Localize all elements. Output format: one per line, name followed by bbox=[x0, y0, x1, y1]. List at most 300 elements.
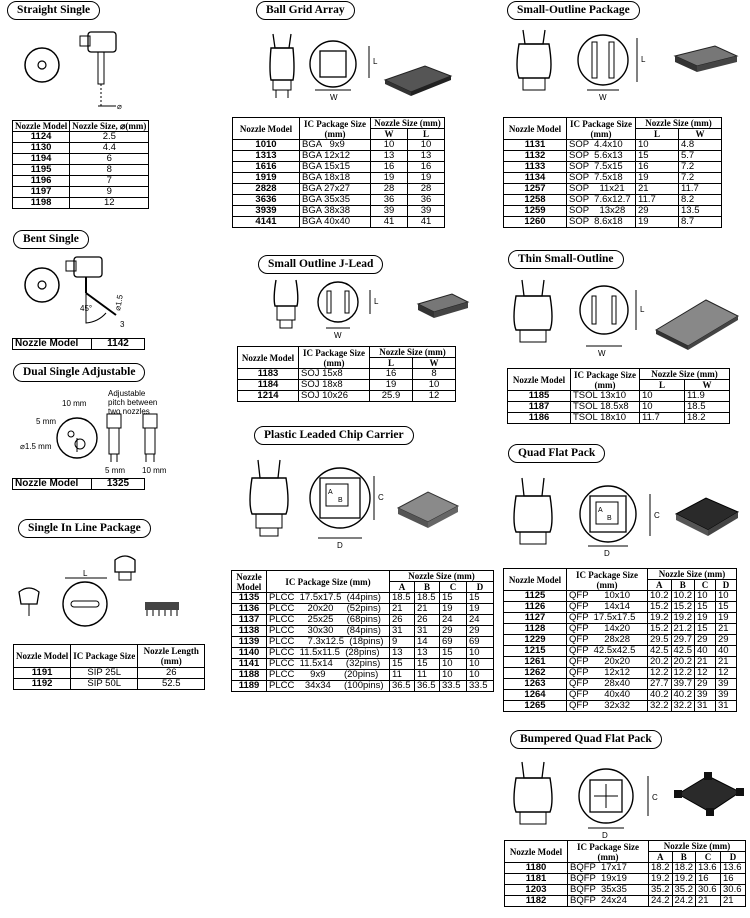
value-cell: 10 bbox=[408, 140, 445, 151]
nozzle-model-cell: 1139 bbox=[232, 637, 267, 648]
value-cell: 8 bbox=[70, 165, 149, 176]
value-cell: 21 bbox=[716, 624, 737, 635]
qfp-row bbox=[504, 624, 737, 635]
value-cell: 21 bbox=[415, 604, 440, 615]
value-cell: 10.2 bbox=[671, 591, 695, 602]
svg-text:⌀: ⌀ bbox=[117, 102, 122, 111]
value-cell: 20.2 bbox=[648, 657, 672, 668]
value-cell: QFP 14x14 bbox=[567, 602, 648, 613]
value-cell: 41 bbox=[408, 217, 445, 228]
nozzle-model-cell: 1265 bbox=[504, 701, 567, 712]
value-cell: 13 bbox=[408, 151, 445, 162]
nozzle-model-cell: 1186 bbox=[508, 413, 571, 424]
value-cell: 40.2 bbox=[671, 690, 695, 701]
value-cell: 4.4 bbox=[70, 143, 149, 154]
nozzle-model-cell: 1181 bbox=[505, 874, 568, 885]
value-cell: 8.2 bbox=[679, 195, 722, 206]
bqfp-row bbox=[505, 896, 746, 907]
nozzle-model-cell: 1195 bbox=[13, 165, 70, 176]
value-cell: 39 bbox=[695, 690, 716, 701]
value-cell: 11.7 bbox=[636, 195, 679, 206]
value-cell: 10.2 bbox=[648, 591, 672, 602]
nozzle-model-cell: 1257 bbox=[504, 184, 567, 195]
value-cell: 10 bbox=[413, 380, 456, 391]
svg-text:L: L bbox=[640, 305, 645, 314]
value-cell: PLCC 11.5x14 (32pins) bbox=[267, 659, 390, 670]
sop-row bbox=[504, 217, 722, 228]
value-cell: SOP 8.6x18 bbox=[567, 217, 636, 228]
value-cell: BQFP 24x24 bbox=[568, 896, 649, 907]
svg-text:L: L bbox=[373, 57, 378, 66]
nozzle-model-cell: 1140 bbox=[232, 648, 267, 659]
value-cell: 31 bbox=[716, 701, 737, 712]
qfp-row bbox=[504, 591, 737, 602]
nozzle-model-cell: 1189 bbox=[232, 681, 267, 692]
value-cell: 26 bbox=[390, 615, 415, 626]
qfp-nozzle-icon bbox=[512, 474, 742, 564]
sop-row bbox=[504, 162, 722, 173]
bent-len-label: 3 bbox=[120, 320, 125, 329]
qfp-row bbox=[504, 646, 737, 657]
value-cell: 16 bbox=[371, 162, 408, 173]
value-cell: 19 bbox=[371, 173, 408, 184]
nozzle-model-cell: 1616 bbox=[233, 162, 300, 173]
value-cell: 39 bbox=[408, 206, 445, 217]
value-cell: 11.7 bbox=[679, 184, 722, 195]
nozzle-model-cell: 1010 bbox=[233, 140, 300, 151]
nozzle-model-cell: 1136 bbox=[232, 604, 267, 615]
svg-text:L: L bbox=[83, 569, 88, 578]
value-cell: 19.2 bbox=[672, 874, 696, 885]
value-cell: 12.2 bbox=[648, 668, 672, 679]
plcc-row bbox=[232, 626, 494, 637]
dual-model-label: Nozzle Model bbox=[13, 479, 92, 490]
nozzle-model-cell: 1194 bbox=[13, 154, 70, 165]
nozzle-model-cell: 1132 bbox=[504, 151, 567, 162]
value-cell: SOP 4.4x10 bbox=[567, 140, 636, 151]
value-cell: 10 bbox=[640, 402, 685, 413]
tsol-nozzle-icon bbox=[512, 276, 742, 366]
svg-text:A: A bbox=[328, 489, 333, 496]
value-cell: 18.5 bbox=[390, 593, 415, 604]
value-cell: 19 bbox=[716, 613, 737, 624]
plcc-row bbox=[232, 593, 494, 604]
value-cell: 15.2 bbox=[671, 602, 695, 613]
value-cell: SOJ 15x8 bbox=[299, 369, 370, 380]
value-cell: 10 bbox=[716, 591, 737, 602]
nozzle-model-cell: 1183 bbox=[238, 369, 299, 380]
value-cell: 16 bbox=[370, 369, 413, 380]
value-cell: SIP 25L bbox=[71, 668, 138, 679]
svg-text:D: D bbox=[602, 831, 608, 840]
plcc-row bbox=[232, 604, 494, 615]
nozzle-model-cell: 1128 bbox=[504, 624, 567, 635]
nozzle-model-cell: 1188 bbox=[232, 670, 267, 681]
plcc-row bbox=[232, 648, 494, 659]
dual-dim-5b: 5 mm bbox=[105, 466, 125, 475]
value-cell: 69 bbox=[467, 637, 494, 648]
qfp-row bbox=[504, 679, 737, 690]
svg-text:C: C bbox=[378, 493, 384, 502]
value-cell: TSOL 18.5x8 bbox=[571, 402, 640, 413]
value-cell: 19.2 bbox=[648, 613, 672, 624]
svg-text:W: W bbox=[599, 93, 607, 102]
bent-angle-label: 45° bbox=[80, 304, 93, 313]
nozzle-model-cell: 1131 bbox=[504, 140, 567, 151]
straight_single-row bbox=[13, 176, 149, 187]
nozzle-model-cell: 1191 bbox=[14, 668, 71, 679]
nozzle-model-cell: 1919 bbox=[233, 173, 300, 184]
bent-model-value: 1142 bbox=[92, 339, 145, 350]
svg-text:W: W bbox=[598, 349, 606, 358]
plcc-nozzle-icon bbox=[248, 456, 488, 556]
value-cell: 14 bbox=[415, 637, 440, 648]
straight_single-row bbox=[13, 165, 149, 176]
value-cell: 18.5 bbox=[415, 593, 440, 604]
nozzle-model-cell: 2828 bbox=[233, 184, 300, 195]
svg-text:W: W bbox=[330, 93, 338, 102]
bga-title: Ball Grid Array bbox=[256, 1, 355, 20]
svg-text:L: L bbox=[374, 297, 379, 306]
nozzle-model-cell: 1260 bbox=[504, 217, 567, 228]
value-cell: BGA 38x38 bbox=[300, 206, 371, 217]
straight_single-row bbox=[13, 187, 149, 198]
value-cell: 10 bbox=[636, 140, 679, 151]
dual-nozzle-icon bbox=[55, 408, 170, 468]
svg-text:C: C bbox=[652, 793, 658, 802]
value-cell: BQFP 35x35 bbox=[568, 885, 649, 896]
value-cell: QFP 32x32 bbox=[567, 701, 648, 712]
value-cell: 10 bbox=[371, 140, 408, 151]
value-cell: 5.7 bbox=[679, 151, 722, 162]
sop-row bbox=[504, 151, 722, 162]
value-cell: 10 bbox=[467, 670, 494, 681]
nozzle-model-cell: 1134 bbox=[504, 173, 567, 184]
bga-row bbox=[233, 162, 445, 173]
value-cell: 13.6 bbox=[721, 863, 746, 874]
value-cell: 27.7 bbox=[648, 679, 672, 690]
value-cell: 28 bbox=[371, 184, 408, 195]
value-cell: 13.5 bbox=[679, 206, 722, 217]
nozzle-model-cell: 1198 bbox=[13, 198, 70, 209]
value-cell: 15 bbox=[390, 659, 415, 670]
value-cell: 8.7 bbox=[679, 217, 722, 228]
value-cell: BGA 40x40 bbox=[300, 217, 371, 228]
sop-table: Nozzle Model IC Package Size (mm) Nozzle Size (mm) L W 1131 SOP 4.4x10 10 4.8 1132 SOP 5.6x13 15 5.7 1133 SOP 7.5x15 16 7.2 1134 SOP 7.5x18 19 7.2 1257 SOP 11x21 21 11.7 1258 SOP 7.6x12.7 11.7 8.2 1259 SOP 13x28 29 13.5 1260 SOP 8.6x18 19 8.7 bbox=[503, 117, 722, 228]
value-cell: 19.2 bbox=[671, 613, 695, 624]
header-model: Nozzle Model bbox=[13, 121, 70, 132]
value-cell: 19 bbox=[467, 604, 494, 615]
sip-nozzle-icon bbox=[15, 552, 215, 637]
value-cell: BGA 9x9 bbox=[300, 140, 371, 151]
value-cell: 11 bbox=[415, 670, 440, 681]
value-cell: PLCC 30x30 (84pins) bbox=[267, 626, 390, 637]
qfp-row bbox=[504, 668, 737, 679]
value-cell: 15 bbox=[636, 151, 679, 162]
qfp-title: Quad Flat Pack bbox=[508, 444, 605, 463]
straight_single-row bbox=[13, 143, 149, 154]
value-cell: PLCC 17.5x17.5 (44pins) bbox=[267, 593, 390, 604]
value-cell: SOP 11x21 bbox=[567, 184, 636, 195]
bga-row bbox=[233, 140, 445, 151]
value-cell: 15 bbox=[716, 602, 737, 613]
value-cell: 21 bbox=[721, 896, 746, 907]
value-cell: 36.5 bbox=[415, 681, 440, 692]
dual-dim-10b: 10 mm bbox=[142, 466, 167, 475]
nozzle-model-cell: 1262 bbox=[504, 668, 567, 679]
soj-nozzle-icon bbox=[270, 276, 470, 346]
value-cell: 6 bbox=[70, 154, 149, 165]
bent-single-title: Bent Single bbox=[13, 230, 89, 249]
value-cell: 69 bbox=[440, 637, 467, 648]
value-cell: 39 bbox=[371, 206, 408, 217]
value-cell: 24.2 bbox=[649, 896, 673, 907]
value-cell: 33.5 bbox=[467, 681, 494, 692]
value-cell: SOP 7.5x15 bbox=[567, 162, 636, 173]
sip-row bbox=[14, 679, 205, 690]
sip-table: Nozzle Model IC Package Size Nozzle Length (mm) 1191 SIP 25L 26 1192 SIP 50L 52.5 bbox=[13, 644, 205, 690]
nozzle-model-cell: 1264 bbox=[504, 690, 567, 701]
value-cell: 40.2 bbox=[648, 690, 672, 701]
value-cell: 21 bbox=[636, 184, 679, 195]
bga-row bbox=[233, 195, 445, 206]
value-cell: TSOL 13x10 bbox=[571, 391, 640, 402]
value-cell: 11 bbox=[390, 670, 415, 681]
value-cell: 18.5 bbox=[685, 402, 730, 413]
value-cell: 24 bbox=[440, 615, 467, 626]
value-cell: PLCC 11.5x11.5 (28pins) bbox=[267, 648, 390, 659]
bent-model-label: Nozzle Model bbox=[13, 339, 92, 350]
nozzle-model-cell: 3939 bbox=[233, 206, 300, 217]
value-cell: 19 bbox=[370, 380, 413, 391]
sip-title: Single In Line Package bbox=[18, 519, 151, 538]
bga-row bbox=[233, 206, 445, 217]
straight_single-row bbox=[13, 154, 149, 165]
value-cell: 31 bbox=[415, 626, 440, 637]
value-cell: 42.5 bbox=[648, 646, 672, 657]
dual-dim-diam: ⌀1.5 mm bbox=[20, 442, 52, 451]
plcc-row bbox=[232, 615, 494, 626]
tsol-table: Nozzle Model IC Package Size (mm) Nozzle Size (mm) L W 1185 TSOL 13x10 10 11.9 1187 TSOL 18.5x8 10 18.5 1186 TSOL 18x10 11.7 18.2 bbox=[507, 368, 730, 424]
value-cell: SIP 50L bbox=[71, 679, 138, 690]
value-cell: 12 bbox=[70, 198, 149, 209]
svg-text:L: L bbox=[641, 55, 646, 64]
bent-single-table bbox=[12, 338, 145, 350]
value-cell: 21 bbox=[696, 896, 721, 907]
value-cell: 40 bbox=[716, 646, 737, 657]
bga-table: Nozzle Model IC Package Size (mm) Nozzle Size (mm) W L 1010 BGA 9x9 10 10 1313 BGA 12x12 13 13 1616 BGA 15x15 16 16 1919 BGA 18x18 19 19 2828 BGA 27x27 28 28 3636 BGA 35x35 36 36 3939 BGA 38x38 39 39 4141 BGA 40x40 41 41 bbox=[232, 117, 445, 228]
nozzle-model-cell: 1261 bbox=[504, 657, 567, 668]
nozzle-model-cell: 1313 bbox=[233, 151, 300, 162]
qfp-row bbox=[504, 613, 737, 624]
value-cell: PLCC 9x9 (20pins) bbox=[267, 670, 390, 681]
value-cell: 15.2 bbox=[648, 624, 672, 635]
nozzle-model-cell: 1135 bbox=[232, 593, 267, 604]
value-cell: SOP 13x28 bbox=[567, 206, 636, 217]
value-cell: 15 bbox=[440, 593, 467, 604]
value-cell: SOJ 10x26 bbox=[299, 391, 370, 402]
bqfp-nozzle-icon bbox=[512, 758, 742, 840]
nozzle-model-cell: 1214 bbox=[238, 391, 299, 402]
value-cell: 18.2 bbox=[672, 863, 696, 874]
value-cell: 2.5 bbox=[70, 132, 149, 143]
value-cell: BGA 18x18 bbox=[300, 173, 371, 184]
value-cell: QFP 17.5x17.5 bbox=[567, 613, 648, 624]
value-cell: 16 bbox=[696, 874, 721, 885]
value-cell: 7.2 bbox=[679, 173, 722, 184]
value-cell: 36.5 bbox=[390, 681, 415, 692]
nozzle-model-cell: 1138 bbox=[232, 626, 267, 637]
nozzle-model-cell: 1263 bbox=[504, 679, 567, 690]
qfp-row bbox=[504, 635, 737, 646]
plcc-row bbox=[232, 659, 494, 670]
plcc-row bbox=[232, 681, 494, 692]
qfp-table: Nozzle Model IC Package Size (mm) Nozzle Size (mm) A B C D 1125 QFP 10x10 10.2 10.2 10 10 1126 QFP 14x14 15.2 15.2 15 15 1127 QFP 17.5x17.5 19.2 19.2 19 19 1128 QFP 14x20 15.2 21.2 15 21 1229 QFP 28x28 29.5 29.7 29 29 1215 QFP 42.5x42.5 42.5 42.5 40 40 1261 QFP 20x20 20.2 20.2 21 21 1262 QFP 12x12 12.2 12.2 12 12 1263 QFP 28x40 27.7 39.7 29 39 1264 QFP 40x40 40.2 40.2 39 39 1265 QFP 32x32 32.2 32.2 31 31 bbox=[503, 568, 737, 712]
value-cell: 39 bbox=[716, 690, 737, 701]
value-cell: 33.5 bbox=[440, 681, 467, 692]
header-size: Nozzle Size, ⌀(mm) bbox=[70, 121, 149, 132]
value-cell: 31 bbox=[695, 701, 716, 712]
value-cell: 15 bbox=[695, 624, 716, 635]
tsol-row bbox=[508, 391, 730, 402]
tsol-row bbox=[508, 413, 730, 424]
dual-model-value: 1325 bbox=[92, 479, 145, 490]
value-cell: 26 bbox=[138, 668, 205, 679]
sop-row bbox=[504, 184, 722, 195]
value-cell: 21 bbox=[716, 657, 737, 668]
value-cell: 15 bbox=[415, 659, 440, 670]
sop-row bbox=[504, 173, 722, 184]
plcc-title: Plastic Leaded Chip Carrier bbox=[254, 426, 414, 445]
value-cell: PLCC 34x34 (100pins) bbox=[267, 681, 390, 692]
svg-text:C: C bbox=[654, 511, 660, 520]
soj-title: Small Outline J-Lead bbox=[258, 255, 383, 274]
nozzle-model-cell: 1182 bbox=[505, 896, 568, 907]
qfp-row bbox=[504, 602, 737, 613]
nozzle-model-cell: 1229 bbox=[504, 635, 567, 646]
value-cell: QFP 14x20 bbox=[567, 624, 648, 635]
value-cell: QFP 12x12 bbox=[567, 668, 648, 679]
nozzle-model-cell: 1180 bbox=[505, 863, 568, 874]
value-cell: 16 bbox=[408, 162, 445, 173]
value-cell: 18.2 bbox=[685, 413, 730, 424]
bqfp-row bbox=[505, 885, 746, 896]
value-cell: 24 bbox=[467, 615, 494, 626]
value-cell: 25.9 bbox=[370, 391, 413, 402]
value-cell: 13.6 bbox=[696, 863, 721, 874]
nozzle-model-cell: 1197 bbox=[13, 187, 70, 198]
bent-single-nozzle-icon bbox=[20, 255, 150, 335]
nozzle-model-cell: 1259 bbox=[504, 206, 567, 217]
value-cell: 35.2 bbox=[672, 885, 696, 896]
bqfp-title: Bumpered Quad Flat Pack bbox=[510, 730, 662, 749]
value-cell: 18.2 bbox=[649, 863, 673, 874]
value-cell: 29 bbox=[467, 626, 494, 637]
value-cell: 39 bbox=[716, 679, 737, 690]
value-cell: 26 bbox=[415, 615, 440, 626]
value-cell: 21 bbox=[695, 657, 716, 668]
value-cell: 12 bbox=[413, 391, 456, 402]
value-cell: 35.2 bbox=[649, 885, 673, 896]
soj-row bbox=[238, 380, 456, 391]
value-cell: 19 bbox=[636, 173, 679, 184]
value-cell: 15 bbox=[695, 602, 716, 613]
soj-table: Nozzle Model IC Package Size (mm) Nozzle Size (mm) L W 1183 SOJ 15x8 16 8 1184 SOJ 18x8 19 10 1214 SOJ 10x26 25.9 12 bbox=[237, 346, 456, 402]
dual-note: Adjustable pitch between two nozzles bbox=[108, 389, 158, 416]
value-cell: 8 bbox=[413, 369, 456, 380]
value-cell: QFP 28x28 bbox=[567, 635, 648, 646]
value-cell: 19 bbox=[636, 217, 679, 228]
value-cell: SOP 5.6x13 bbox=[567, 151, 636, 162]
value-cell: 32.2 bbox=[648, 701, 672, 712]
bqfp-table: Nozzle Model IC Package Size (mm) Nozzle Size (mm) A B C D 1180 BQFP 17x17 18.2 18.2 13.6 13.6 1181 BQFP 19x19 19.2 19.2 16 16 1203 BQFP 35x35 35.2 35.2 30.6 30.6 1182 BQFP 24x24 24.2 24.2 21 21 bbox=[504, 840, 746, 907]
value-cell: 13 bbox=[371, 151, 408, 162]
straight_single-row bbox=[13, 132, 149, 143]
value-cell: QFP 42.5x42.5 bbox=[567, 646, 648, 657]
value-cell: 36 bbox=[408, 195, 445, 206]
value-cell: 16 bbox=[721, 874, 746, 885]
value-cell: BQFP 17x17 bbox=[568, 863, 649, 874]
svg-text:B: B bbox=[338, 497, 343, 504]
value-cell: 29 bbox=[695, 679, 716, 690]
value-cell: 29.5 bbox=[648, 635, 672, 646]
value-cell: BGA 35x35 bbox=[300, 195, 371, 206]
nozzle-model-cell: 1133 bbox=[504, 162, 567, 173]
nozzle-model-cell: 1130 bbox=[13, 143, 70, 154]
value-cell: 11.9 bbox=[685, 391, 730, 402]
dual-single-table bbox=[12, 478, 145, 490]
svg-text:D: D bbox=[337, 541, 343, 550]
value-cell: 32.2 bbox=[671, 701, 695, 712]
value-cell: 30.6 bbox=[721, 885, 746, 896]
nozzle-model-cell: 3636 bbox=[233, 195, 300, 206]
nozzle-model-cell: 1258 bbox=[504, 195, 567, 206]
svg-text:A: A bbox=[598, 507, 603, 514]
value-cell: 19 bbox=[408, 173, 445, 184]
value-cell: 15 bbox=[440, 648, 467, 659]
soj-row bbox=[238, 391, 456, 402]
bga-row bbox=[233, 217, 445, 228]
dual-dim-10: 10 mm bbox=[62, 399, 87, 408]
nozzle-model-cell: 1126 bbox=[504, 602, 567, 613]
sip-row bbox=[14, 668, 205, 679]
nozzle-model-cell: 1127 bbox=[504, 613, 567, 624]
value-cell: 29 bbox=[636, 206, 679, 217]
value-cell: BGA 12x12 bbox=[300, 151, 371, 162]
value-cell: 19 bbox=[440, 604, 467, 615]
value-cell: 31 bbox=[390, 626, 415, 637]
value-cell: 15.2 bbox=[648, 602, 672, 613]
value-cell: 12.2 bbox=[671, 668, 695, 679]
straight-single-table bbox=[12, 120, 149, 209]
nozzle-model-cell: 1192 bbox=[14, 679, 71, 690]
nozzle-model-cell: 1203 bbox=[505, 885, 568, 896]
value-cell: SOP 7.6x12.7 bbox=[567, 195, 636, 206]
value-cell: 10 bbox=[695, 591, 716, 602]
value-cell: TSOL 18x10 bbox=[571, 413, 640, 424]
value-cell: 13 bbox=[390, 648, 415, 659]
bent-diam-label: ⌀1.5 bbox=[113, 294, 125, 312]
value-cell: 10 bbox=[467, 659, 494, 670]
value-cell: SOP 7.5x18 bbox=[567, 173, 636, 184]
sop-row bbox=[504, 206, 722, 217]
nozzle-model-cell: 1187 bbox=[508, 402, 571, 413]
value-cell: 42.5 bbox=[671, 646, 695, 657]
value-cell: 16 bbox=[636, 162, 679, 173]
value-cell: 24.2 bbox=[672, 896, 696, 907]
value-cell: 41 bbox=[371, 217, 408, 228]
value-cell: 9 bbox=[390, 637, 415, 648]
